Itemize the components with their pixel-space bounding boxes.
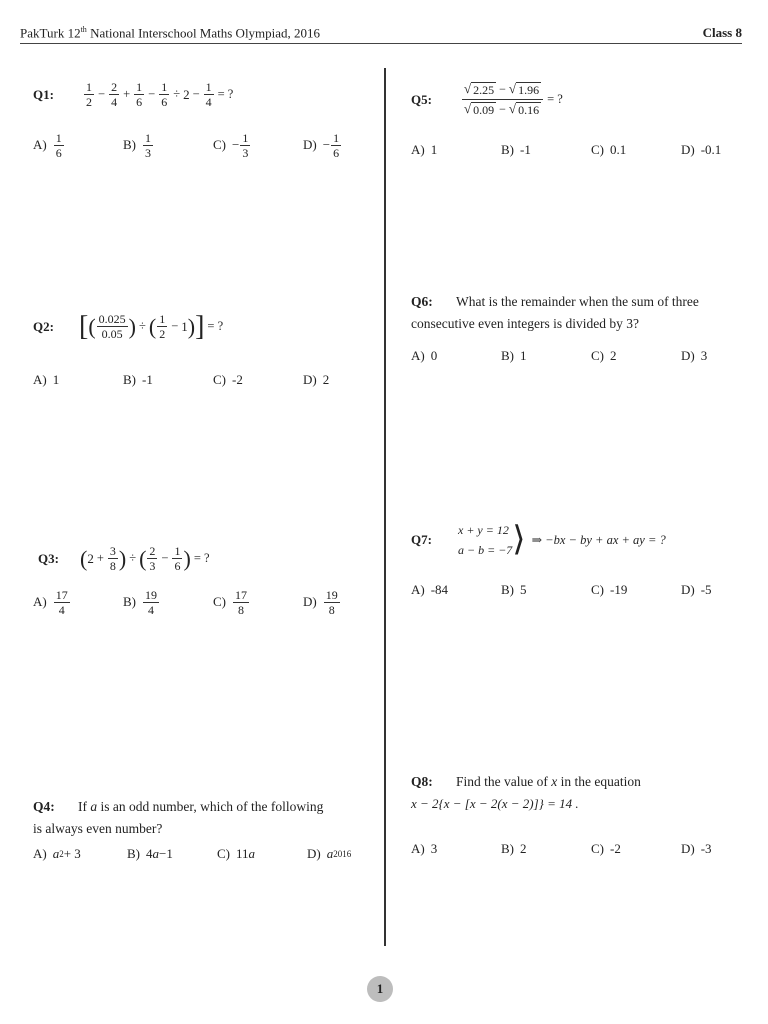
page-number-badge [367,976,393,1002]
fraction: $\frac{1}{4}$ [205,80,212,109]
page-number: 1 [376,981,384,996]
option-d[interactable]: D) $\frac{19}{8}$ [303,587,338,617]
question-label: Q5: [411,91,432,107]
option-a[interactable]: A) 0 [411,348,438,363]
header-title-post: National Interschool Maths Olympiad, 2016 [86,25,321,41]
option-a[interactable]: A) $\frac{17}{4}$ [33,587,68,617]
question-6 [411,291,741,335]
question-5 [411,82,566,117]
option-b[interactable]: B) $\frac{19}{4}$ [123,587,157,617]
option-a[interactable]: A) a 2 + 3 [33,846,81,861]
header-title-sup: th [80,25,87,34]
header-title [20,25,320,41]
option-b[interactable]: B) $\frac{1}{3}$ [123,130,151,160]
number: 2 [183,86,190,102]
option-d[interactable]: D) -0.1 [681,142,722,157]
option-c[interactable]: C) $\frac{17}{8}$ [213,587,247,617]
fraction: $\frac{0.025}{0.05}$ [98,312,126,341]
question-2: Q2: [ ( $\frac{0.025}{0.05}$ ) ÷ ( $\frac{1}{2}$ − 1 ) ] = ? [33,310,224,342]
question-label: Q6: [411,294,433,309]
question-4 [33,796,363,840]
page-header [20,24,742,44]
header-title-pre: PakTurk 12 [20,25,81,41]
question-8 [411,771,741,815]
column-divider [384,68,386,946]
option-a[interactable]: A) 1 [33,372,60,387]
question-label: Q2: [33,318,54,334]
fraction: $\frac{1}{2}$ [159,312,166,341]
option-b[interactable]: B) -1 [123,372,153,387]
question-text: Q4: If a is an odd number, which of the following is always even number? [33,796,363,840]
fraction: $\frac{3}{8}$ [109,544,116,573]
equals-question: = ? [217,87,234,101]
question-label: Q4: [33,799,55,814]
equals-question: = ? [193,551,210,565]
option-d[interactable]: D) − $\frac{1}{6}$ [303,130,340,160]
option-d[interactable]: D) a 2016 [307,846,352,861]
option-a[interactable]: A) 1 [411,142,438,157]
option-d[interactable]: D) -5 [681,582,712,597]
question-label: Q1: [33,86,54,102]
option-b[interactable]: B) -1 [501,142,531,157]
fraction: $\frac{1}{2}$ [86,80,92,109]
fraction: $\frac{1}{6}$ [174,544,181,573]
option-d[interactable]: D) -3 [681,841,712,856]
fraction: $\frac{1}{6}$ [161,80,168,109]
option-d[interactable]: D) 3 [681,348,708,363]
question-3: Q3: ( 2 + $\frac{3}{8}$ ) ÷ ( $\frac{2}{3}$ − $\frac{1}{6}$ ) = ? [38,544,210,573]
fraction: $\frac{2}{3}$ [149,544,156,573]
fraction: $\frac{1}{6}$ [136,80,143,109]
question-text: Q6: What is the remainder when the sum of three consecutive even integers is divided by 3? [411,291,741,335]
class-label: Class 8 [702,25,742,40]
option-d[interactable]: D) 2 [303,372,330,387]
option-a[interactable]: A) 3 [411,841,438,856]
option-c[interactable]: C) 2 [591,348,617,363]
option-b[interactable]: B) 2 [501,841,527,856]
number: 1 [181,318,188,334]
option-b[interactable]: B) 1 [501,348,527,363]
expression: ⇒ −bx − by + ax + ay = ? [531,533,666,547]
option-a[interactable]: A) $\frac{1}{6}$ [33,130,62,160]
option-c[interactable]: C) -2 [591,841,621,856]
option-c[interactable]: C) 11 a [217,846,256,861]
option-c[interactable]: C) -2 [213,372,243,387]
question-text: Q8: Find the value of x in the equation x − 2{x − [x − 2(x − 2)]} = 14 . [411,771,741,815]
question-7: Q7: x + y = 12 a − b = −7 ⟩ ⇒ −bx − by + ax + ay = ? [411,521,666,558]
fraction: √ 2.25 − √ 1.96 √ 0.09 − √ 0.16 [462,82,543,117]
option-a[interactable]: A) -84 [411,582,449,597]
equation-system: x + y = 12 a − b = −7 [458,523,513,557]
question-label: Q7: [411,532,432,547]
equals-question: = ? [207,319,224,333]
equals-question: = ? [547,92,563,106]
question-label: Q8: [411,774,433,789]
option-b[interactable]: B) 4 a −1 [127,846,173,861]
fraction: $\frac{2}{4}$ [111,80,118,109]
option-c[interactable]: C) 0.1 [591,142,627,157]
question-1: Q1: $\frac{1}{2}$ − $\frac{2}{4}$ + $\frac{1}{6}$ − $\frac{1}{6}$ ÷ 2 − $\frac{1}{4}$ = ? [33,80,234,109]
equation: x − 2{x − [x − 2(x − 2)]} = 14 . [411,796,579,811]
number: 2 [87,550,94,566]
option-c[interactable]: C) -19 [591,582,628,597]
option-c[interactable]: C) − $\frac{1}{3}$ [213,130,249,160]
question-label: Q3: [38,550,59,566]
option-b[interactable]: B) 5 [501,582,527,597]
